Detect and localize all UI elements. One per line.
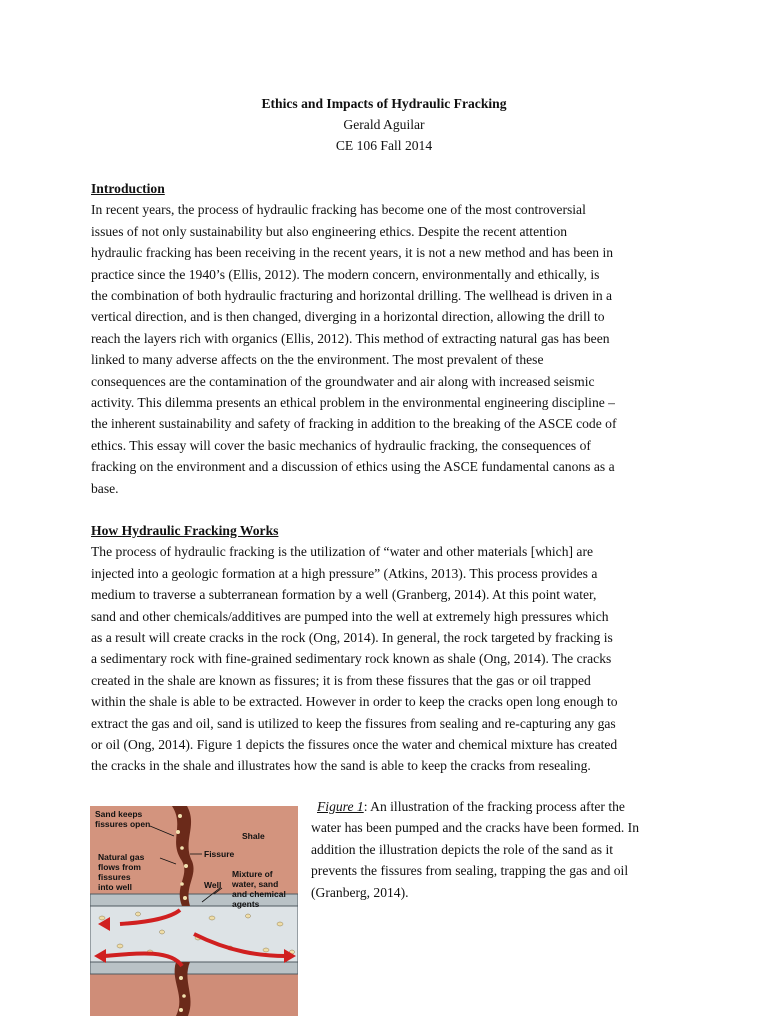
introduction-heading: Introduction [91, 181, 165, 196]
paragraph-line: The process of hydraulic fracking is the utilization of “water and other materials [which] are [91, 544, 594, 560]
well-label: Well [204, 880, 222, 890]
paragraph-line: the combination of both hydraulic fracturing and horizontal drilling. The wellhead is driven in a [91, 288, 613, 304]
paragraph-line: issues of not only sustainability but also engineering ethics. Despite the recent attention [91, 223, 568, 239]
paragraph-line: injected into a geologic formation at a high pressure” (Atkins, 2013). This process provides a [91, 565, 598, 581]
figure-caption [311, 796, 691, 903]
paragraph-line: linked to many adverse affects on the the environment. The most prevalent of these [91, 352, 544, 368]
paragraph-line: vertical direction, and is then changed, diverging in a horizontal direction, allowing the drill to [91, 309, 605, 325]
paragraph-line: within the shale is able to be extracted. However in order to keep the cracks open long enough to [91, 694, 618, 710]
shale-lower [90, 971, 298, 1016]
gas-label-line-1: Natural gas [98, 852, 145, 862]
document-header [0, 93, 768, 156]
paragraph-line: created in the shale are known as fissures; it is from these fissures that the gas or oil trapped [91, 672, 591, 688]
how-fracking-works-heading: How Hydraulic Fracking Works [91, 523, 279, 538]
paragraph-line: extract the gas and oil, sand is utilized to keep the fissures from sealing and re-capturing any gas [91, 715, 616, 731]
gas-label-line-3: fissures [98, 872, 131, 882]
how-fracking-works-paragraph [91, 541, 683, 776]
mixture-label-line-4: agents [232, 899, 260, 909]
author-name: Gerald Aguilar [343, 117, 425, 132]
mixture-label-line-2: water, sand [232, 879, 279, 889]
well-pipe-bottom [90, 962, 298, 974]
paragraph-line: activity. This dilemma presents an ethical problem in the environmental engineering discipline – [91, 395, 615, 411]
shale-label: Shale [242, 831, 265, 841]
document-title: Ethics and Impacts of Hydraulic Fracking [261, 96, 507, 111]
paragraph-line: sand and other chemicals/additives are pumped into the well at extremely high pressures which [91, 608, 609, 624]
sand-label-line-2: fissures open [95, 819, 151, 829]
paragraph-line: ethics. This essay will cover the basic mechanics of hydraulic fracking, the consequences of [91, 437, 591, 453]
gas-label-line-4: into well [98, 882, 132, 892]
caption-line: (Granberg, 2014). [311, 884, 409, 900]
caption-text: : An illustration of the fracking process after the [363, 799, 625, 814]
fracking-illustration [90, 806, 298, 1016]
paragraph-line: as a result will create cracks in the rock (Ong, 2014). In general, the rock targeted by fracking is [91, 630, 613, 646]
paragraph-line: fracking on the environment and a discussion of ethics using the ASCE fundamental canons as a [91, 459, 615, 475]
paragraph-line: the inherent sustainability and safety of fracking in addition to the breaking of the ASCE code of [91, 416, 617, 432]
sand-label-line-1: Sand keeps [95, 809, 143, 819]
mixture-label-line-1: Mixture of [232, 869, 273, 879]
caption-line [311, 796, 691, 817]
caption-line: addition the illustration depicts the role of the sand as it [311, 841, 614, 857]
caption-line: water has been pumped and the cracks have been formed. In [311, 820, 639, 836]
paragraph-line: or oil (Ong, 2014). Figure 1 depicts the fissures once the water and chemical mixture has created [91, 737, 618, 753]
gas-label-line-2: flows from [98, 862, 141, 872]
paragraph-line: the cracks in the shale and illustrates how the sand is able to keep the cracks from resealing. [91, 758, 591, 774]
paragraph-line: a sedimentary rock with fine-grained sedimentary rock known as shale (Ong, 2014). The cracks [91, 651, 612, 667]
paragraph-line: base. [91, 480, 119, 496]
paragraph-line: medium to traverse a subterranean formation by a well (Granberg, 2014). At this point water, [91, 587, 597, 603]
paragraph-line: practice since the 1940’s (Ellis, 2012). The modern concern, environmentally and ethically, is [91, 266, 600, 282]
paragraph-line: consequences are the contamination of the groundwater and air along with increased seismic [91, 373, 595, 389]
fissure-label: Fissure [204, 849, 235, 859]
figure-label: Figure 1 [317, 799, 364, 814]
paragraph-line: In recent years, the process of hydraulic fracking has become one of the most controversial [91, 202, 586, 218]
introduction-section [91, 178, 683, 499]
mixture-label-line-3: and chemical [232, 889, 286, 899]
caption-line: prevents the fissures from sealing, trapping the gas and oil [311, 863, 629, 879]
paragraph-line: reach the layers rich with organics (Ellis, 2012). This method of extracting natural gas has been [91, 330, 610, 346]
course-info: CE 106 Fall 2014 [335, 138, 433, 153]
how-fracking-works-section [91, 520, 683, 777]
introduction-paragraph [91, 199, 683, 499]
paragraph-line: hydraulic fracking has been receiving in the recent years, it is not a new method and has been in [91, 245, 614, 261]
